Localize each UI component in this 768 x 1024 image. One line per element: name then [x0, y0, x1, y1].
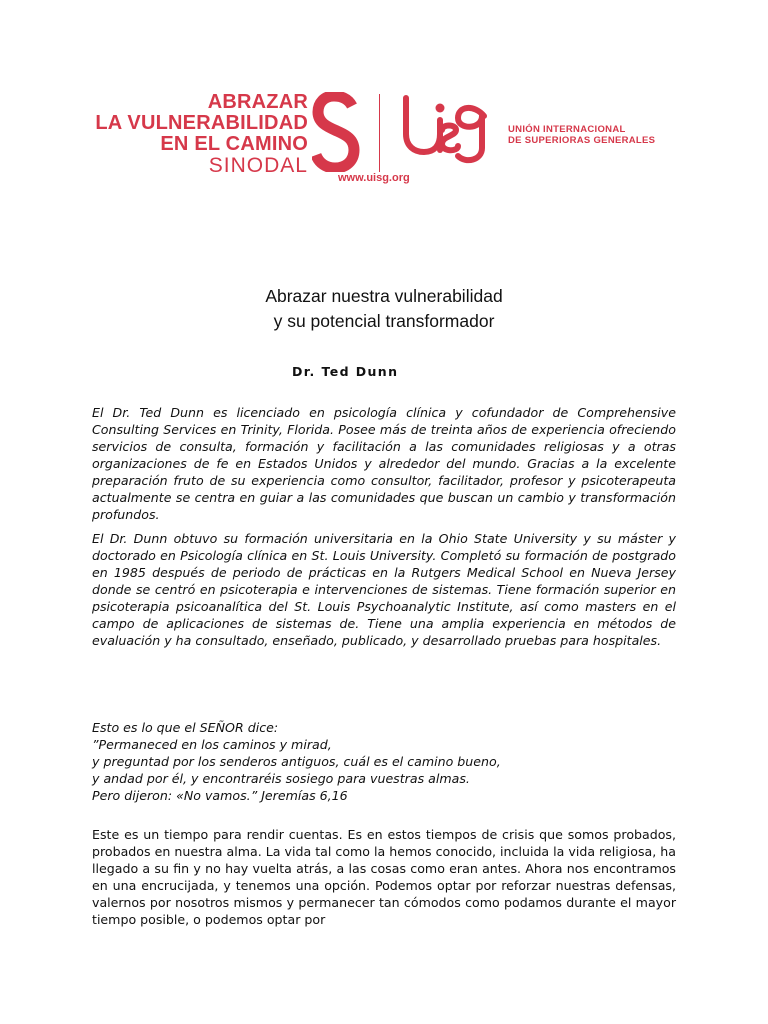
uisg-name-line-2: DE SUPERIORAS GENERALES	[508, 135, 656, 146]
header-logos	[0, 80, 768, 200]
quote-line-2: ”Permaneced en los caminos y mirad,	[92, 737, 332, 752]
author-name: Dr. Ted Dunn	[292, 364, 399, 379]
synod-s-logo-icon	[312, 92, 360, 172]
title-line-2: y su potencial transformador	[273, 311, 495, 331]
synod-line-3: EN EL CAMINO	[160, 133, 308, 155]
bio-paragraph-2: El Dr. Dunn obtuvo su formación universitaria en la Ohio State University y su máster y doctorado en Psicología clínica en St. Louis University. Completó su formación de postgrado en 1985 después de periodo de prácticas en la Rutgers Medical School en Nueva Jersey donde se centró en psicoterapia e intervenciones de sistemas. Tiene formación superior en psicoterapia psicoanalítica del St. Louis Psychoanalytic Institute, así como masters en el campo de aplicaciones de sistemas de. Tiene una amplia experiencia en métodos de evaluación y ha consultado, enseñado, publicado, y desarrollado pruebas para hospitales.	[92, 531, 676, 648]
quote-line-4: y andad por él, y encontraréis sosiego para vuestras almas.	[92, 771, 470, 786]
bio-paragraph-1: El Dr. Ted Dunn es licenciado en psicología clínica y cofundador de Comprehensive Consulting Services en Trinity, Florida. Posee más de treinta años de experiencia ofreciendo servicios de consulta, formación y facilitación a las comunidades religiosas y a otras organizaciones de fe en Estados Unidos y alrededor del mundo. Gracias a la excelente preparación fruto de su experiencia como consultor, facilitador, profesor y psicoterapeuta actualmente se centra en guiar a las comunidades que buscan un cambio y transformación profundos.	[92, 405, 676, 522]
scripture-quote	[92, 719, 676, 804]
document-title	[0, 284, 768, 334]
synod-logo-text	[92, 92, 308, 177]
quote-line-1: Esto es lo que el SEÑOR dice:	[92, 720, 279, 735]
quote-line-5: Pero dijeron: «No vamos.” Jeremías 6,16	[92, 788, 348, 803]
uisg-name	[508, 124, 655, 146]
title-line-1: Abrazar nuestra vulnerabilidad	[265, 286, 503, 306]
logo-divider	[379, 94, 380, 172]
uisg-logo-icon	[398, 90, 498, 170]
quote-line-3: y preguntad por los senderos antiguos, cuál es el camino bueno,	[92, 754, 501, 769]
synod-line-1: ABRAZAR	[207, 91, 308, 113]
synod-line-2: LA VULNERABILIDAD	[95, 112, 308, 134]
body-paragraph-1: Este es un tiempo para rendir cuentas. Es en estos tiempos de crisis que somos probados, probados en nuestra alma. La vida tal como la hemos conocido, incluida la vida religiosa, ha llegado a su fin y no hay vuelta atrás, a las cosas como eran antes. Ahora nos encontramos en una encrucijada, y tenemos una opción. Podemos optar por reforzar nuestras defensas, valernos por nosotros mismos y permanecer tan cómodos como podamos durante el mayor tiempo posible, o podemos optar por	[92, 827, 676, 927]
synod-line-4: SINODAL	[208, 154, 308, 177]
uisg-name-line-1: UNIÓN INTERNACIONAL	[508, 124, 626, 135]
uisg-url: www.uisg.org	[338, 172, 410, 184]
